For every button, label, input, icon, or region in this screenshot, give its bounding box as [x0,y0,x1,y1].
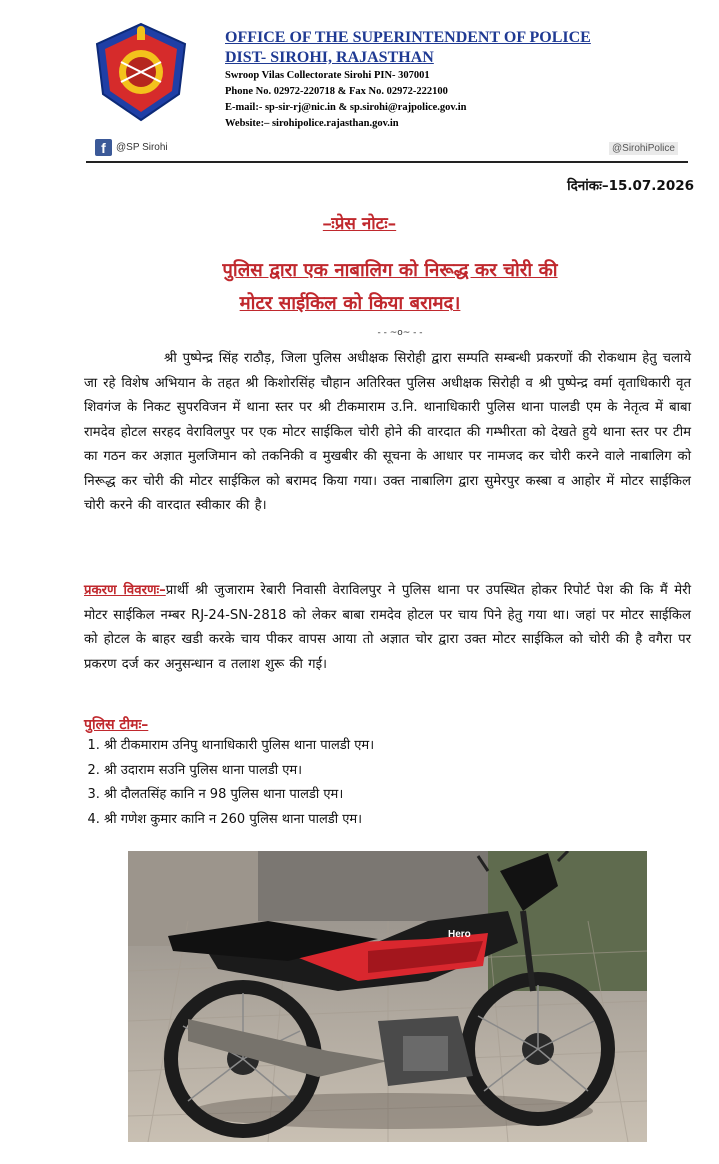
team-heading: पुलिस टीमः– [84,717,149,733]
case-text: प्रार्थी श्री जुजाराम रेबारी निवासी वेराविलपुर ने पुलिस थाना पर उपस्थित होकर रिपोर्ट पेश की कि मैं मेरी मोटर साईकिल नम्बर RJ-24-SN-2818 को लेकर बाबा रामदेव होटल पर चाय पिने हेतु गया था। जहां पर मोटर साईकिल को होटल के बाहर खडी करके चाय पीकर वापस आया तो अज्ञात चोर द्वारा उक्त मोटर साईकिल को चोरी की है वगैरा पर प्रकरण दर्ज कर अनुसन्धान व तलाश शुरू की गई। [84,583,691,672]
press-note-heading: –ःप्रेस नोटः– [322,214,397,234]
office-title: OFFICE OF THE SUPERINTENDENT OF POLICE [225,29,591,46]
team-member: 1. श्री टीकमाराम उनिपु थानाधिकारी पुलिस थाना पालडी एम। [104,734,704,759]
header-divider [86,161,688,163]
police-emblem-icon [93,22,189,122]
team-member: 3. श्री दौलतसिंह कानि न 98 पुलिस थाना पालडी एम। [104,783,704,808]
twitter-handle: @SirohiPolice [609,142,678,155]
facebook-icon: f [95,139,112,156]
office-website: Website:– sirohipolice.rajasthan.gov.in [225,118,399,129]
recovered-motorcycle-photo [128,851,647,1142]
photo-brand-text: Hero [448,929,471,940]
office-address: Swroop Vilas Collectorate Sirohi PIN- 307001 [225,70,430,81]
case-label: प्रकरण विवरणः– [84,583,166,598]
office-phone: Phone No. 02972-220718 & Fax No. 02972-222100 [225,86,448,97]
headline-line-1: पुलिस द्वारा एक नाबालिग को निरूद्ध कर चोरी की [222,260,558,281]
facebook-handle: f @SP Sirohi [95,139,168,156]
case-details [84,579,691,677]
district-title: DIST- SIROHI, RAJASTHAN [225,49,434,66]
intro-paragraph: श्री पुष्पेन्द्र सिंह राठौड़, जिला पुलिस अधीक्षक सिरोही द्वारा सम्पति सम्बन्धी प्रकरणों की रोकथाम हेतु चलाये जा रहे विशेष अभियान के तहत श्री किशोरसिंह चौहान अतिरिक्त पुलिस अधीक्षक सिरोही व श्री पुष्पेन्द्र वर्मा वृताधिकारी वृत शिवगंज के निकट सुपरविजन में थाना स्तर पर श्री टीकमाराम उ.नि. थानाधिकारी पुलिस थाना पालडी एम के नेतृत्व में बाबा रामदेव होटल सरहद वेराविलपुर पर एक मोटर साईकिल चोरी होने की वारदात की गम्भीरता को देखते हुये थाना स्तर पर टीम का गठन कर अज्ञात मुलजिमान को तकनिकी व मुखबीर की सूचना के आधार पर नामजद कर चोरी करने वाले नाबालिग को निरूद्ध कर चोरी की मोटर साईकिल को बरामद किया गया। उक्त नाबालिग द्वारा सुमेरपुर कस्बा व आहोर में मोटर साईकिल चोरी करने की वारदात स्वीकार की है। [84,351,691,513]
team-member: 4. श्री गणेश कुमार कानि न 260 पुलिस थाना पालडी एम। [104,808,704,833]
office-email: E-mail:- sp-sir-rj@nic.in & sp.sirohi@rajpolice.gov.in [225,102,467,113]
ornament-divider: - - ~o~ - - [377,328,423,338]
headline-line-2: मोटर साईकिल को किया बरामद। [239,293,461,314]
team-list [84,734,704,832]
team-member: 2. श्री उदाराम सउनि पुलिस थाना पालडी एम। [104,759,704,784]
date-line: दिनांकः–15.07.2026 [567,178,694,194]
